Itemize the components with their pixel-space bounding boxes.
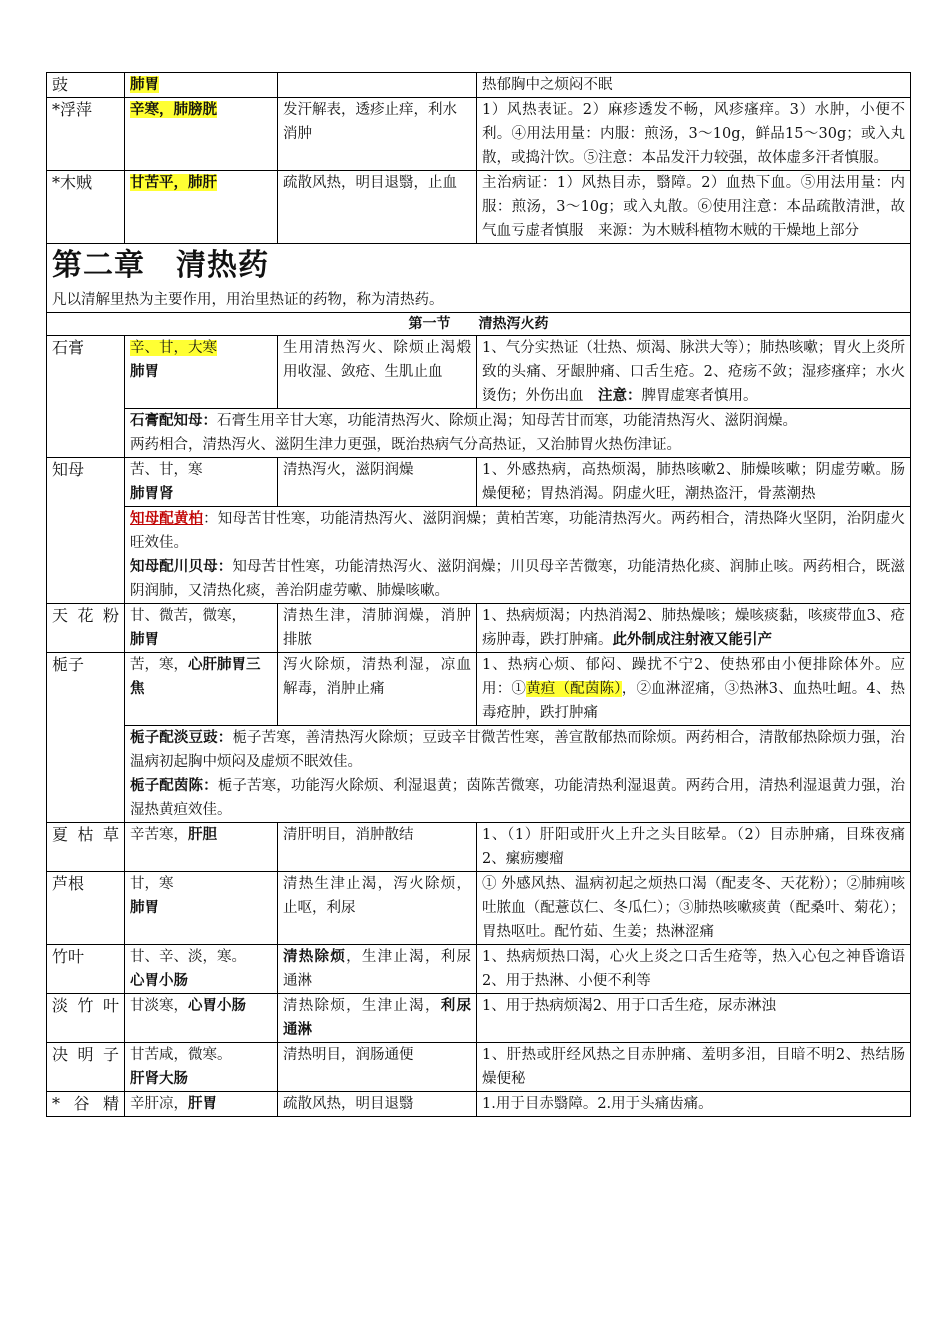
herb-usage: 1、热病烦渴；内热消渴2、肺热燥咳；燥咳痰黏，咳痰带血3、疮疡肿毒，跌打肿痛。此外制成注射液又能引产	[477, 604, 911, 653]
herb-name: 决明子	[47, 1043, 125, 1092]
herb-name: 芦根	[47, 872, 125, 945]
herb-usage: 热郁胸中之烦闷不眠	[477, 73, 911, 98]
herb-name: 豉	[47, 73, 125, 98]
herb-property: 辛肝凉，肝胃	[125, 1092, 278, 1117]
herb-effect: 清热除烦，生津止渴，利尿通淋	[278, 945, 477, 994]
herb-row-zhimu	[47, 458, 911, 507]
herb-effect: 清热除烦，生津止渴，利尿通淋	[278, 994, 477, 1043]
herb-usage: 1、热病烦热口渴，心火上炎之口舌生疮等，热入心包之神昏谵语2、用于热淋、小便不利等	[477, 945, 911, 994]
herb-pair-row	[47, 726, 911, 823]
herb-name: 淡竹叶	[47, 994, 125, 1043]
herb-pair-note: 知母配黄柏：知母苦甘性寒，功能清热泻火、滋阴润燥；黄柏苦寒，功能清热泻火。两药相合，清热降火坚阴，治阴虚火旺效佳。 知母配川贝母：知母苦甘性寒，功能清热泻火、滋阴润燥；川贝母辛苦微寒，功能清热化痰、润肺止咳。两药相合，既滋阴润肺，又清热化痰，善治阴虚劳嗽、肺燥咳嗽。	[125, 507, 911, 604]
herb-name: *浮萍	[47, 98, 125, 171]
herb-property: 辛、甘，大寒 肺胃	[125, 336, 278, 409]
chapter-cell	[47, 244, 911, 313]
herb-usage: 1.用于目赤翳障。2.用于头痛齿痛。	[477, 1092, 911, 1117]
herb-name: 栀子	[47, 653, 125, 823]
herb-name: 知母	[47, 458, 125, 604]
herb-usage: 1、气分实热证（壮热、烦渴、脉洪大等）；肺热咳嗽；胃火上炎所致的头痛、牙龈肿痛、口舌生疮。2、疮疡不敛；湿疹瘙痒；水火烫伤；外伤出血 注意：脾胃虚寒者慎用。	[477, 336, 911, 409]
section-title: 第一节 清热泻火药	[47, 313, 911, 336]
herb-row-zhuye	[47, 945, 911, 994]
herb-effect: 生用清热泻火、除烦止渴煅用收湿、敛疮、生肌止血	[278, 336, 477, 409]
herb-effect: 清热泻火，滋阴润燥	[278, 458, 477, 507]
herb-property: 苦，寒，心肝肺胃三焦	[125, 653, 278, 726]
herb-row-xiakucao	[47, 823, 911, 872]
herb-property: 辛苦寒，肝胆	[125, 823, 278, 872]
herb-property: 肺胃	[125, 73, 278, 98]
chapter-row	[47, 244, 911, 313]
herb-table	[46, 72, 911, 1117]
herb-property: 甘苦平，肺肝	[125, 171, 278, 244]
herb-usage: 1、肝热或肝经风热之目赤肿痛、羞明多泪，目暗不明2、热结肠燥便秘	[477, 1043, 911, 1092]
herb-effect: 清热生津，清肺润燥，消肿排脓	[278, 604, 477, 653]
herb-property: 甘、微苦，微寒， 肺胃	[125, 604, 278, 653]
herb-effect: 疏散风热，明目退翳	[278, 1092, 477, 1117]
herb-pair-row	[47, 409, 911, 458]
section-row	[47, 313, 911, 336]
herb-row-fuping	[47, 98, 911, 171]
herb-name: 竹叶	[47, 945, 125, 994]
herb-property: 甘淡寒，心胃小肠	[125, 994, 278, 1043]
herb-usage: 1、（1）肝阳或肝火上升之头目眩晕。（2）目赤肿痛，目珠夜痛2、瘰疬瘿瘤	[477, 823, 911, 872]
herb-usage: 1、热病心烦、郁闷、躁扰不宁2、使热邪由小便排除体外。应用：①黄疸（配茵陈），②血淋涩痛，③热淋3、血热吐衄。4、热毒疮肿，跌打肿痛	[477, 653, 911, 726]
herb-row-zhizi	[47, 653, 911, 726]
herb-effect: 清热生津止渴，泻火除烦，止呕，利尿	[278, 872, 477, 945]
herb-row-muzei	[47, 171, 911, 244]
herb-name: *木贼	[47, 171, 125, 244]
chapter-title: 第二章 清热药	[52, 248, 269, 283]
herb-effect: 泻火除烦，清热利湿，凉血解毒，消肿止痛	[278, 653, 477, 726]
herb-usage: 1、用于热病烦渴2、用于口舌生疮，尿赤淋浊	[477, 994, 911, 1043]
herb-usage: 主治病证：1）风热目赤，翳障。2）血热下血。⑤用法用量：内服：煎汤，3～10g；或入丸散。⑥使用注意：本品疏散清泄，故气血亏虚者慎服 来源：为木贼科植物木贼的干燥地上部分	[477, 171, 911, 244]
herb-row-tianhuafen	[47, 604, 911, 653]
herb-pair-note: 栀子配淡豆豉：栀子苦寒，善清热泻火除烦；豆豉辛甘微苦性寒，善宣散郁热而除烦。两药相合，清散郁热除烦力强，治温病初起胸中烦闷及虚烦不眠效佳。 栀子配茵陈：栀子苦寒，功能泻火除烦、利湿退黄；茵陈苦微寒，功能清热利湿退黄。两药合用，清热利湿退黄力强，治湿热黄疸效佳。	[125, 726, 911, 823]
herb-row-douchi	[47, 73, 911, 98]
herb-pair-row	[47, 507, 911, 604]
herb-usage: 1、外感热病，高热烦渴，肺热咳嗽2、肺燥咳嗽；阴虚劳嗽。肠燥便秘；胃热消渴。阴虚火旺，潮热盗汗，骨蒸潮热	[477, 458, 911, 507]
herb-name: *谷精	[47, 1092, 125, 1117]
herb-effect	[278, 73, 477, 98]
herb-property: 苦、甘，寒 肺胃肾	[125, 458, 278, 507]
herb-row-lugen	[47, 872, 911, 945]
herb-row-gujing	[47, 1092, 911, 1117]
herb-property: 甘苦咸，微寒。 肝肾大肠	[125, 1043, 278, 1092]
herb-effect: 清热明目，润肠通便	[278, 1043, 477, 1092]
herb-usage: 1）风热表证。2）麻疹透发不畅，风疹瘙痒。3）水肿，小便不利。④用法用量：内服：煎汤，3～10g，鲜品15～30g；或入丸散，或捣汁饮。⑤注意：本品发汗力较强，故体虚多汗者慎服。	[477, 98, 911, 171]
chapter-description: 凡以清解里热为主要作用，用治里热证的药物，称为清热药。	[52, 292, 444, 308]
herb-usage: ① 外感风热、温病初起之烦热口渴（配麦冬、天花粉）；②肺痈咳吐脓血（配薏苡仁、冬瓜仁）；③肺热咳嗽痰黄（配桑叶、菊花）；胃热呕吐。配竹茹、生姜；热淋涩痛	[477, 872, 911, 945]
herb-property: 辛寒，肺膀胱	[125, 98, 278, 171]
herb-effect: 发汗解表，透疹止痒，利水消肿	[278, 98, 477, 171]
herb-effect: 清肝明目，消肿散结	[278, 823, 477, 872]
herb-effect: 疏散风热，明目退翳，止血	[278, 171, 477, 244]
herb-pair-note: 石膏配知母：石膏生用辛甘大寒，功能清热泻火、除烦止渴；知母苦甘而寒，功能清热泻火、滋阴润燥。 两药相合，清热泻火、滋阴生津力更强，既治热病气分高热证，又治肺胃火热伤津证。	[125, 409, 911, 458]
herb-row-danzhuye	[47, 994, 911, 1043]
herb-property: 甘，寒 肺胃	[125, 872, 278, 945]
herb-name: 夏枯草	[47, 823, 125, 872]
herb-row-shigao	[47, 336, 911, 409]
herb-name: 石膏	[47, 336, 125, 458]
herb-property: 甘、辛、淡，寒。 心胃小肠	[125, 945, 278, 994]
herb-row-juemingzi	[47, 1043, 911, 1092]
herb-name: 天花粉	[47, 604, 125, 653]
